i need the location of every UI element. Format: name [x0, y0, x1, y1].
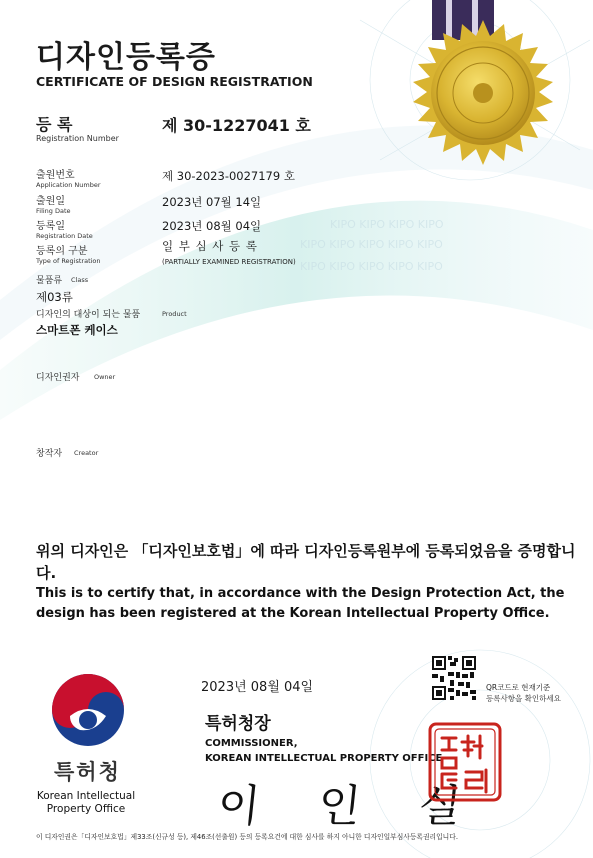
class-label-en: Class: [71, 276, 89, 284]
organization-name-kr: 특허청: [54, 760, 121, 784]
filing-date-value: 2023년 07월 14일: [162, 195, 262, 209]
gold-seal-icon: [408, 20, 558, 170]
commissioner-title-en: [205, 736, 442, 766]
class-value: 제03류: [36, 290, 73, 304]
svg-text:KIPO KIPO KIPO KIPO KIPO: KIPO KIPO KIPO KIPO KIPO: [300, 260, 443, 273]
qr-caption-line1: QR코드로 현재기준: [486, 683, 551, 692]
commissioner-title-en-line2: KOREAN INTELLECTUAL PROPERTY OFFICE: [205, 753, 443, 764]
registration-type-label-en: Type of Registration: [36, 257, 101, 265]
qr-code-icon[interactable]: [432, 656, 476, 700]
owner-label: 디자인권자: [36, 373, 80, 383]
commissioner-title-en-line1: COMMISSIONER,: [205, 738, 298, 749]
commissioner-title: 특허청장: [205, 714, 271, 734]
qr-caption: [486, 682, 561, 704]
class-label: 물품류: [36, 276, 63, 286]
product-label: 디자인의 대상이 되는 물품: [36, 310, 141, 320]
footer-note: 이 디자인권은「디자인보호법」제33조(신규성 등), 제46조(선출원) 등의 등록요건에 대한 심사를 하지 아니한 디자인일부심사등록권리입니다.: [36, 833, 458, 841]
svg-text:KIPO KIPO KIPO KIPO KIPO: KIPO KIPO KIPO KIPO KIPO: [300, 238, 443, 251]
declaration-korean: 위의 디자인은 「디자인보호법」에 따라 디자인등록원부에 등록되었음을 증명합니다.: [36, 542, 576, 582]
qr-caption-line2: 등록사항을 확인하세요: [486, 694, 561, 703]
commissioner-signature: 이 인 실: [214, 781, 486, 832]
creator-label: 창작자: [36, 449, 63, 459]
registration-type-label: 등록의 구분: [36, 246, 88, 257]
issue-date: 2023년 08월 04일: [201, 680, 314, 695]
certificate-title-en: CERTIFICATE OF DESIGN REGISTRATION: [36, 74, 313, 89]
creator-label-en: Creator: [74, 449, 99, 457]
application-number-label-en: Application Number: [36, 181, 101, 189]
certificate-title: 디자인등록증: [36, 40, 216, 75]
declaration-english: This is to certify that, in accordance with the Design Protection Act, the design has been registered at the Korean Intellectual Property Office.: [36, 586, 565, 621]
registration-label: 등 록: [36, 115, 73, 134]
kipo-logo-icon: [50, 672, 126, 748]
registration-date-value: 2023년 08월 04일: [162, 219, 262, 233]
filing-date-label-en: Filing Date: [36, 207, 71, 215]
registration-label-en: Registration Number: [36, 134, 119, 143]
application-number-label: 출원번호: [36, 170, 75, 181]
product-label-en: Product: [162, 310, 187, 318]
filing-date-label: 출원일: [36, 196, 65, 207]
application-number-value: 제 30-2023-0027179 호: [162, 169, 295, 183]
registration-type-note: (PARTIALLY EXAMINED REGISTRATION): [162, 258, 296, 266]
svg-text:KIPO KIPO KIPO KIPO: KIPO KIPO KIPO KIPO: [330, 218, 444, 231]
registration-number: 제 30-1227041 호: [162, 116, 311, 135]
product-value: 스마트폰 케이스: [36, 323, 118, 337]
registration-date-label-en: Registration Date: [36, 232, 93, 240]
owner-label-en: Owner: [94, 373, 116, 381]
registration-date-label: 등록일: [36, 221, 65, 232]
registration-type-value: 일 부 심 사 등 록: [162, 239, 258, 253]
organization-name-en: Korean Intellectual Property Office: [36, 790, 136, 815]
red-seal-stamp-icon: [428, 722, 502, 802]
